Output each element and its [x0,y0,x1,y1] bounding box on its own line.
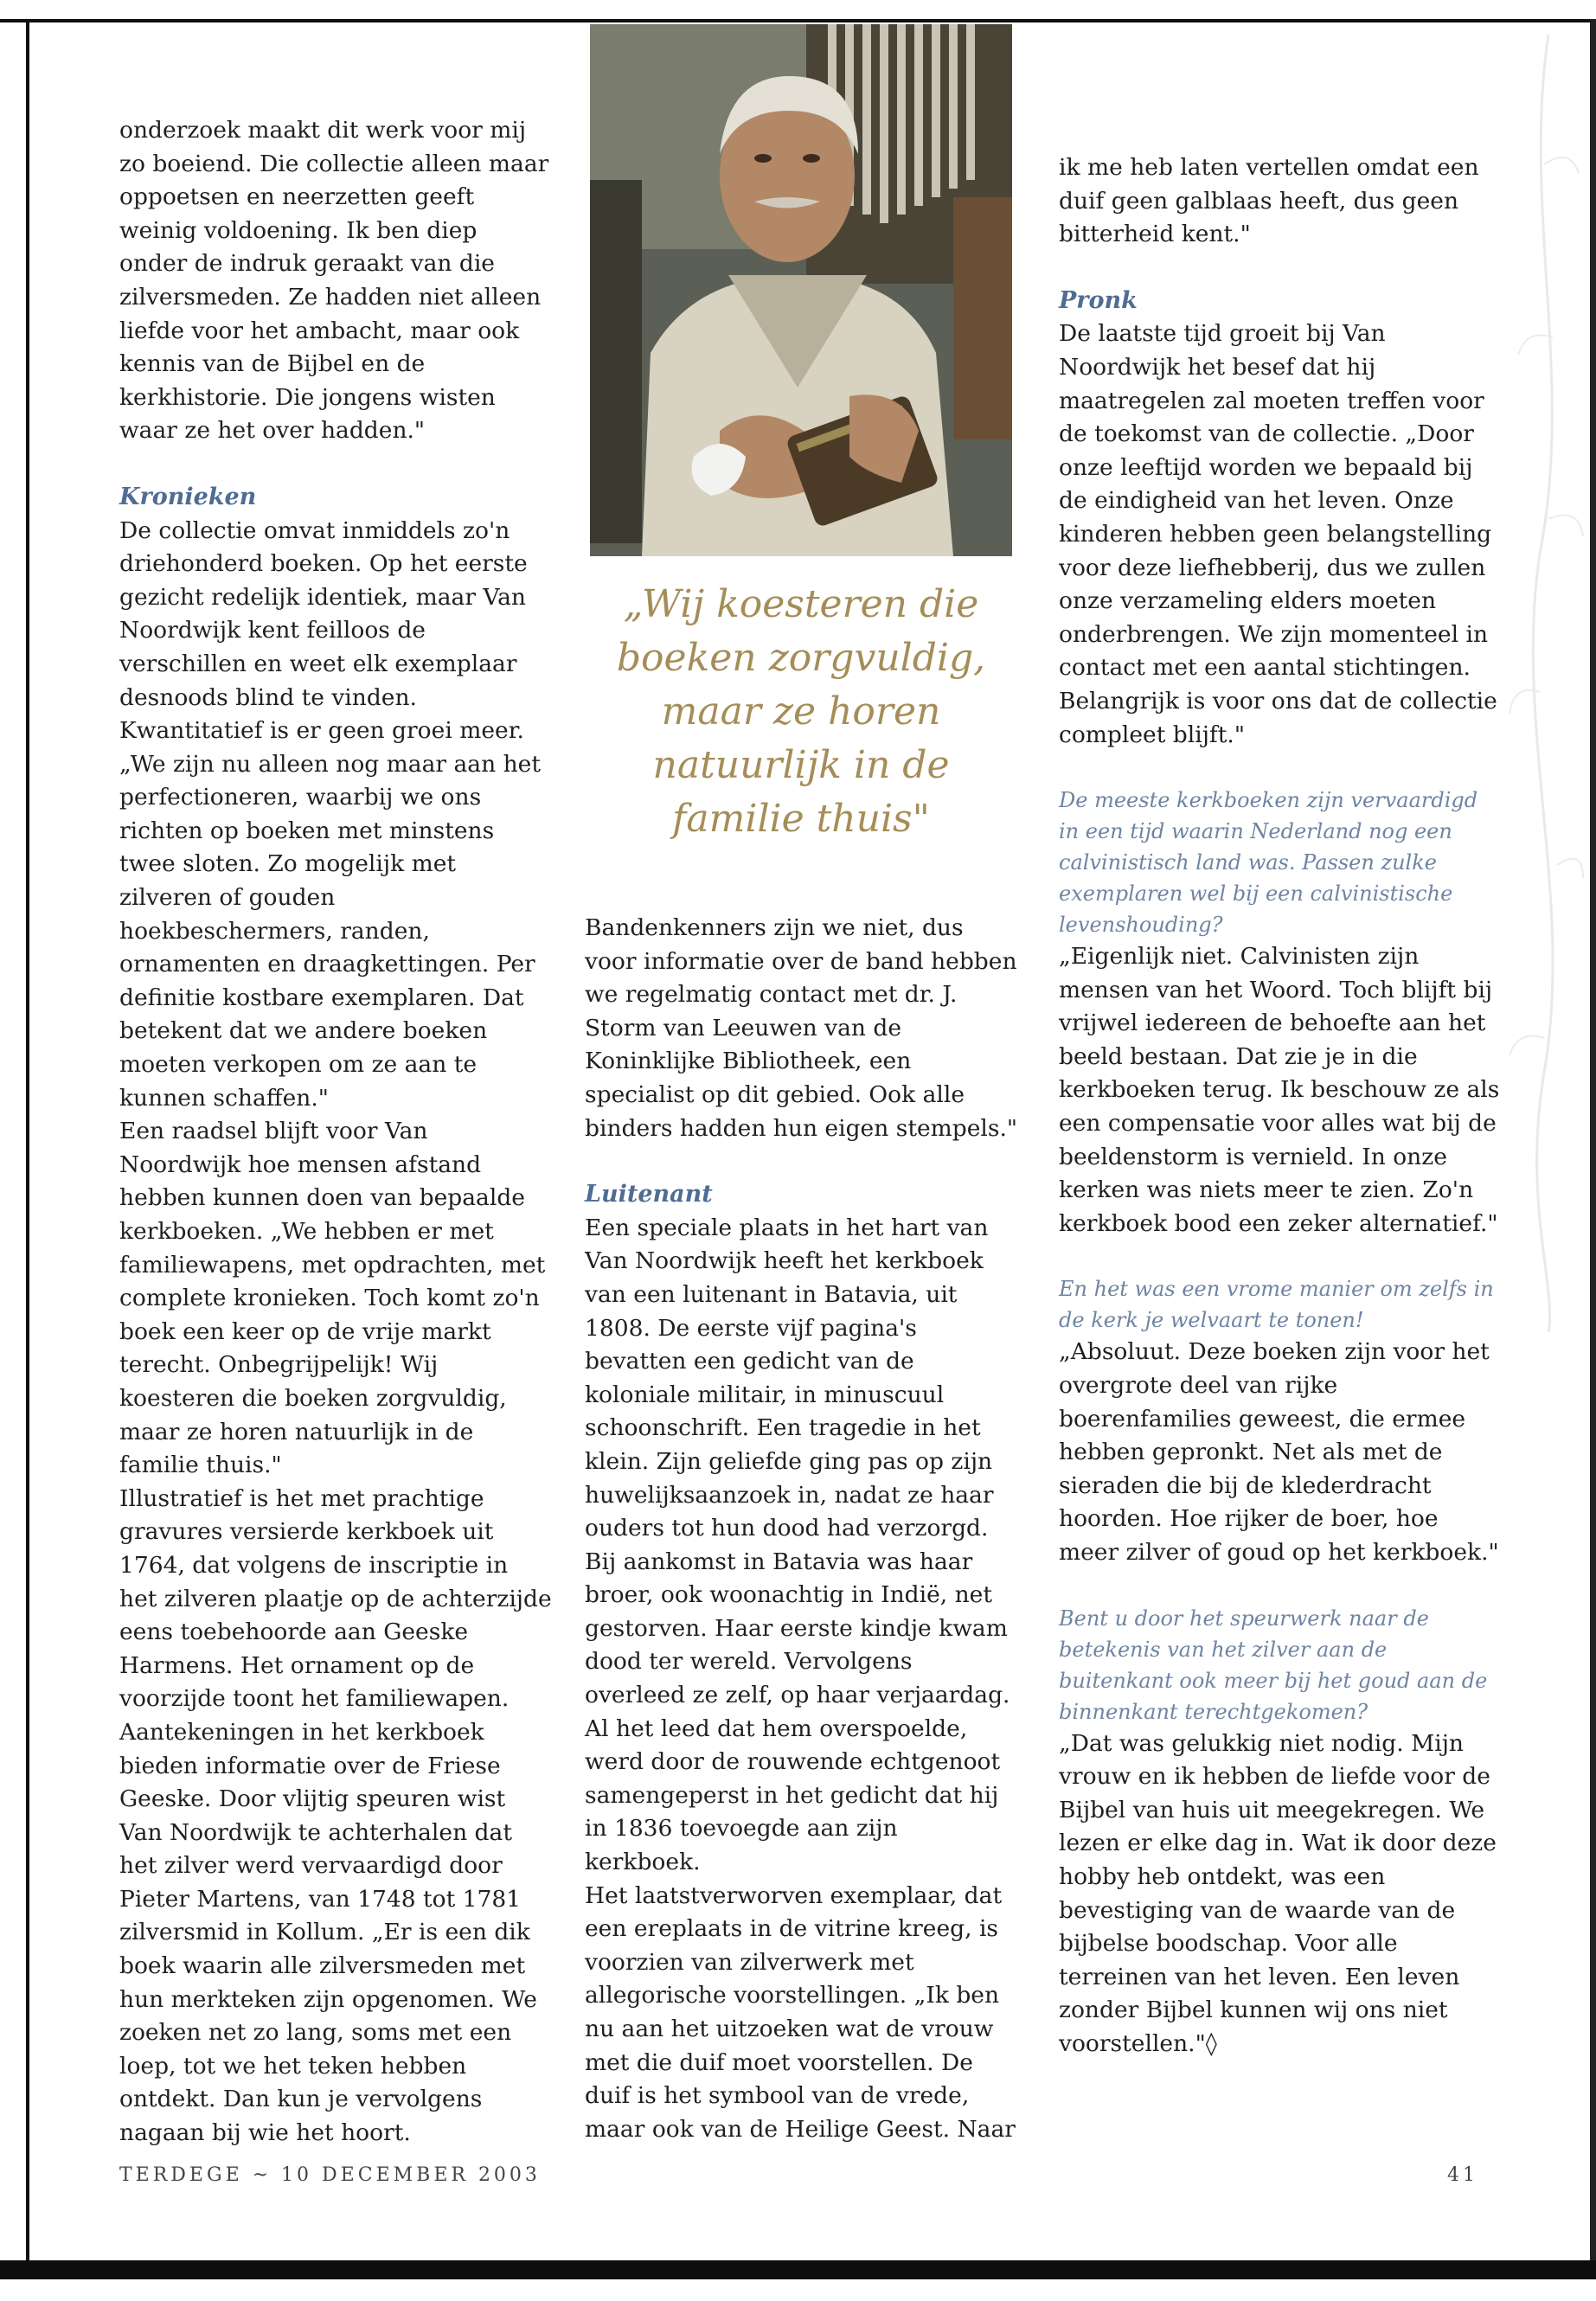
section-heading-kronieken: Kronieken [119,483,257,510]
page-frame-left [26,19,29,2268]
interview-question: De meeste kerkboeken zijn vervaardigd in een tijd waarin Nederland nog een calvinistisch land was. Passen zulke exemplaren wel bij een calvinistische levenshouding? [1059,788,1478,938]
interview-question: En het was een vrome manier om zelfs in de kerk je welvaart te tonen! [1059,1277,1494,1333]
article-column-1 [119,114,552,2150]
paragraph: Een speciale plaats in het hart van Van Noordwijk heeft het kerkboek van een luitenant in Batavia, uit 1808. De eerste vijf pagina's bevatten een gedicht van de koloniale militair, in minuscuul schoonschrift. Een tragedie in het klein. Zijn geliefde ging pas op zijn huwelijksaanzoek in, nadat ze haar ouders tot hun dood had verzorgd. Bij aankomst in Batavia was haar broer, ook woonachtig in Indië, net gestorven. Haar eerste kindje kwam dood ter wereld. Vervolgens overleed ze zelf, op haar verjaardag. Al het leed dat hem overspoelde, werd door de rouwende echtgenoot samengeperst in het gedicht dat hij in 1836 toevoegde aan zijn kerkboek. [585,1214,1010,1876]
pull-quote-line: familie thuis" [672,797,930,841]
page-frame-bottom [0,2260,1596,2279]
photo-man-with-bible [590,24,1012,556]
page-number: 41 [1447,2164,1478,2186]
pull-quote-line: natuurlijk in de [652,743,950,787]
interview-question: Bent u door het speurwerk naar de betekenis van het zilver aan de buitenkant ook meer bij het goud aan de binnenkant terechtgekomen? [1059,1606,1488,1724]
interview-answer: „Eigenlijk niet. Calvinisten zijn mensen van het Woord. Toch blijft bij vrijwel iedereen de behoefte aan het beeld bestaan. Dat zie je in die kerkboeken terug. Ik beschouw ze als een compensatie voor alles wat bij de beeldenstorm is vernield. In onze kerken was niets meer te zien. Zo'n kerkboek bood een zeker alternatief." [1059,943,1500,1237]
photo-illustration [590,24,1012,556]
section-heading-luitenant: Luitenant [585,1181,713,1208]
pull-quote-line: boeken zorgvuldig, [616,636,986,680]
interview-answer: „Dat was gelukkig niet nodig. Mijn vrouw en ik hebben de liefde voor de Bijbel van huis uit meegekregen. We lezen er elke dag in. Wat ik door deze hobby heb ontdekt, was een bevestiging van de waarde van de bijbelse boodschap. Voor alle terreinen van het leven. Een leven zonder Bijbel kunnen wij ons niet voorstellen."◊ [1059,1729,1497,2057]
footer-publication: TERDEGE ~ 10 DECEMBER 2003 [119,2164,541,2186]
decorative-foliage [1505,35,1587,1332]
pull-quote-line: maar ze horen [661,689,941,734]
page-frame-right [1590,19,1596,2279]
paragraph: onderzoek maakt dit werk voor mij zo boeiend. Die collectie alleen maar oppoetsen en neerzetten geeft weinig voldoening. Ik ben diep onder de indruk geraakt van die zilversmeden. Ze hadden niet alleen liefde voor het ambacht, maar ook kennis van de Bijbel en de kerkhistorie. Die jongens wisten waar ze het over hadden." [119,117,549,445]
section-heading-pronk: Pronk [1059,286,1138,314]
article-column-3 [1059,151,1500,2061]
interview-answer: „Absoluut. Deze boeken zijn voor het overgrote deel van rijke boerenfamilies geweest, die ermee hebben gepronkt. Net als met de sieraden die bij de klederdracht hoorden. Hoe rijker de boer, hoe meer zilver of goud op het kerkboek." [1059,1338,1499,1566]
paragraph: Het laatstverworven exemplaar, dat een ereplaats in de vitrine kreeg, is voorzien van zilverwerk met allegorische voorstellingen. „Ik ben nu aan het uitzoeken wat de vrouw met die duif moet voorstellen. De duif is het symbool van de vrede, maar ook van de Heilige Geest. Naar [585,1881,1016,2143]
pull-quote-line: „Wij koesteren die [623,582,979,626]
page-frame-top [0,19,1596,22]
article-column-2 [585,912,1019,2146]
paragraph: Illustratief is het met prachtige gravures versierde kerkboek uit 1764, dat volgens de inscriptie in het zilveren plaatje op de achterzijde eens toebehoorde aan Geeske Harmens. Het ornament op de voorzijde toont het familiewapen. Aantekeningen in het kerkboek bieden informatie over de Friese Geeske. Door vlijtig speuren wist Van Noordwijk te achterhalen dat het zilver werd vervaardigd door Pieter Martens, van 1748 tot 1781 zilversmid in Kollum. „Er is een dik boek waarin alle zilversmeden met hun merkteken zijn opgenomen. We zoeken net zo lang, soms met een loep, tot we het teken hebben ontdekt. Dan kun je vervolgens nagaan bij wie het hoort. [119,1484,552,2147]
paragraph: ik me heb laten vertellen omdat een duif geen galblaas heeft, dus geen bitterheid kent." [1059,154,1479,248]
paragraph: Bandenkenners zijn we niet, dus voor informatie over de band hebben we regelmatig contact met dr. J. Storm van Leeuwen van de Koninklijke Bibliotheek, een specialist op dit gebied. Ook alle binders hadden hun eigen stempels." [585,914,1018,1142]
pull-quote [585,578,1017,846]
paragraph: De laatste tijd groeit bij Van Noordwijk het besef dat hij maatregelen zal moeten treffen voor de toekomst van de collectie. „Door onze leeftijd worden we bepaald bij de eindigheid van het leven. Onze kinderen hebben geen belangstelling voor deze liefhebberij, dus we zullen onze verzameling elders moeten onderbrengen. We zijn momenteel in contact met een aantal stichtingen. Belangrijk is voor ons dat de collectie compleet blijft." [1059,320,1497,748]
paragraph: Een raadsel blijft voor Van Noordwijk hoe mensen afstand hebben kunnen doen van bepaalde kerkboeken. „We hebben er met familiewapens, met opdrachten, met complete kronieken. Toch komt zo'n boek een keer op de vrije markt terecht. Onbegrijpelijk! Wij koesteren die boeken zorgvuldig, maar ze horen natuurlijk in de familie thuis." [119,1118,546,1479]
paragraph: De collectie omvat inmiddels zo'n driehonderd boeken. Op het eerste gezicht redelijk identiek, maar Van Noordwijk kent feilloos de verschillen en weet elk exemplaar desnoods blind te vinden. Kwantitatief is er geen groei meer. „We zijn nu alleen nog maar aan het perfectioneren, waarbij we ons richten op boeken met minstens twee sloten. Zo mogelijk met zilveren of gouden hoekbeschermers, randen, ornamenten en draagkettingen. Per definitie kostbare exemplaren. Dat betekent dat we andere boeken moeten verkopen om ze aan te kunnen schaffen." [119,516,541,1112]
